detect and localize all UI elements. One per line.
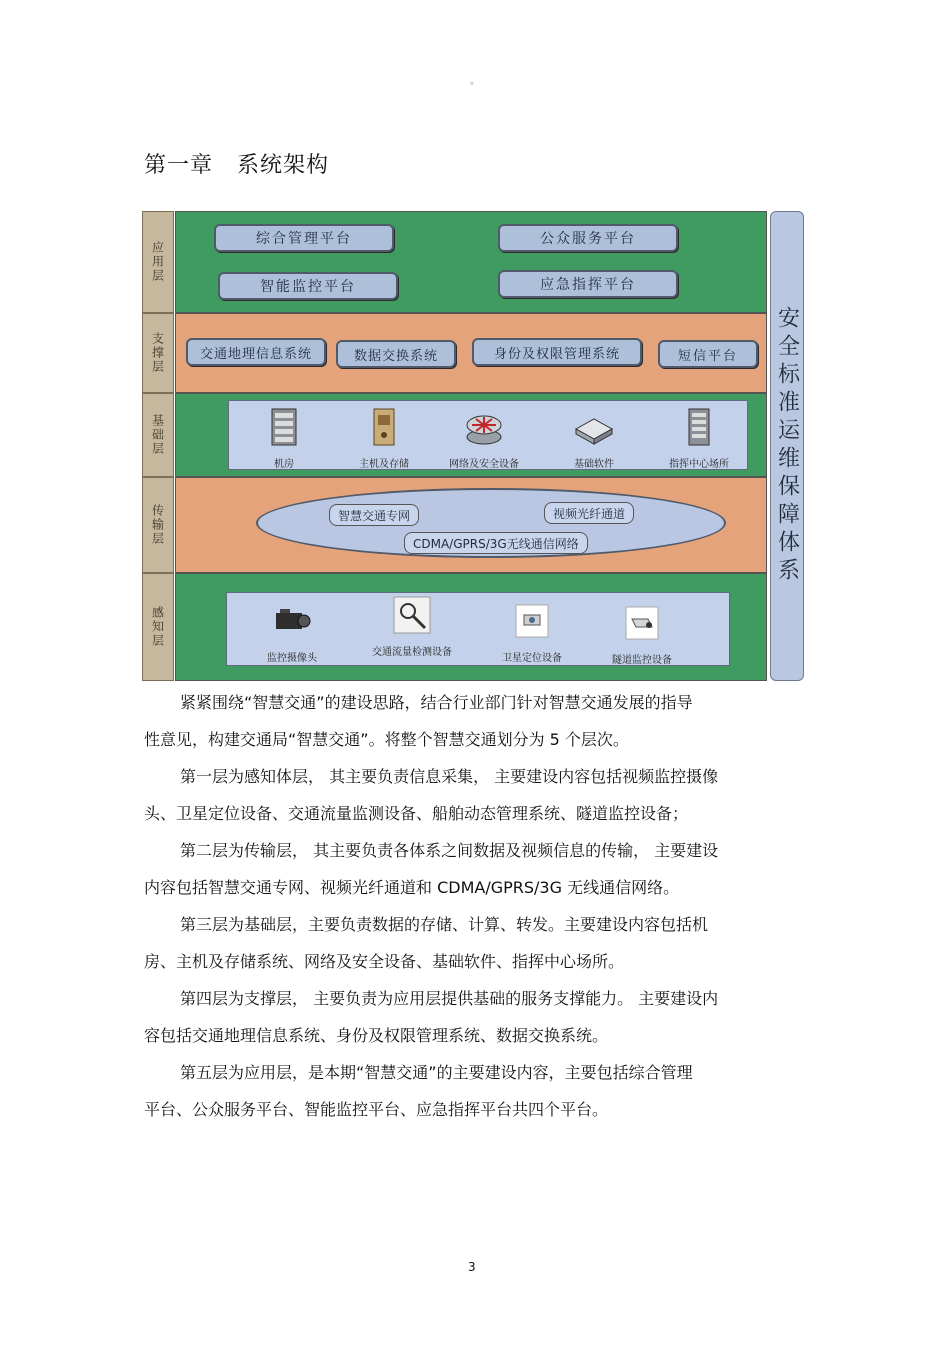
- sensing-panel: [226, 592, 730, 666]
- paragraph-layer4-line-1: 第四层为支撑层， 主要负责为应用层提供基础的服务支撑能力。 主要建设内: [180, 989, 719, 1008]
- paragraph-layer3-line-2: 房、主机及存储系统、网络及安全设备、基础软件、指挥中心场所。: [144, 952, 625, 971]
- paragraph-layer5-line-1: 第五层为应用层，是本期“智慧交通”的主要建设内容，主要包括综合管理: [180, 1063, 693, 1082]
- body-text: [144, 684, 804, 1128]
- paragraph-layer1-line-2: 头、卫星定位设备、交通流量监测设备、船舶动态管理系统、隧道监控设备；: [144, 804, 689, 823]
- app-item-integrated-management: 综合管理平台: [214, 224, 394, 252]
- header-mark: 。: [470, 76, 480, 87]
- infrastructure-layer: [175, 393, 767, 477]
- sense-item-tunnel-monitor: 隧道监控设备: [597, 603, 687, 666]
- server-rack-icon: [264, 407, 304, 447]
- paragraph-intro-line-2: 性意见，构建交通局“智慧交通”。将整个智慧交通划分为 5 个层次。: [144, 730, 629, 749]
- infrastructure-panel: [228, 400, 748, 470]
- infra-item-command-center: 指挥中心场所: [654, 407, 744, 470]
- layer-tab-application: 应用层: [142, 211, 174, 313]
- sensing-layer: [175, 573, 767, 681]
- paragraph-layer5-line-2: 平台、公众服务平台、智能监控平台、应急指挥平台共四个平台。: [144, 1100, 609, 1119]
- camera-icon: [272, 601, 312, 641]
- chapter-title: 第一章 系统架构: [144, 153, 329, 178]
- application-layer: [175, 211, 767, 313]
- sense-item-traffic-detector: 交通流量检测设备: [367, 595, 457, 658]
- infra-item-machine-room: 机房: [239, 407, 329, 470]
- security-ops-column: 安全标准运维保障体系: [770, 211, 804, 681]
- support-item-sms-platform: 短信平台: [658, 340, 758, 368]
- page-number: 3: [468, 1260, 476, 1274]
- support-layer: [175, 313, 767, 393]
- layer-tab-support: 支撑层: [142, 313, 174, 393]
- server-tower-icon: [679, 407, 719, 447]
- support-item-gis: 交通地理信息系统: [186, 338, 326, 366]
- dome-camera-icon: [622, 603, 662, 643]
- paragraph-intro-line-1: 紧紧围绕“智慧交通”的建设思路，结合行业部门针对智慧交通发展的指导: [180, 693, 693, 712]
- net-item-fiber-channel: 视频光纤通道: [544, 502, 634, 524]
- net-item-wireless-network: CDMA/GPRS/3G无线通信网络: [404, 532, 588, 554]
- layer-tab-sensing: 感知层: [142, 573, 174, 681]
- paragraph-layer2-line-2: 内容包括智慧交通专网、视频光纤通道和 CDMA/GPRS/3G 无线通信网络。: [144, 878, 680, 897]
- paragraph-layer4-line-2: 容包括交通地理信息系统、身份及权限管理系统、数据交换系统。: [144, 1026, 609, 1045]
- switch-icon: [574, 407, 614, 447]
- paragraph-layer3-line-1: 第三层为基础层，主要负责数据的存储、计算、转发。主要建设内容包括机: [180, 915, 709, 934]
- sense-item-satellite-locator: 卫星定位设备: [487, 601, 577, 664]
- sense-item-camera: 监控摄像头: [247, 601, 337, 664]
- paragraph-layer1-line-1: 第一层为感知体层， 其主要负责信息采集， 主要建设内容包括视频监控摄像: [180, 767, 719, 786]
- sensor-cable-icon: [392, 595, 432, 635]
- storage-cabinet-icon: [364, 407, 404, 447]
- router-icon: [464, 407, 504, 447]
- paragraph-layer2-line-1: 第二层为传输层， 其主要负责各体系之间数据及视频信息的传输， 主要建设: [180, 841, 719, 860]
- infra-item-host-storage: 主机及存储: [339, 407, 429, 470]
- layer-tab-transmission: 传输层: [142, 477, 174, 573]
- architecture-diagram: [142, 211, 804, 681]
- gps-device-icon: [512, 601, 552, 641]
- layer-tab-infrastructure: 基础层: [142, 393, 174, 477]
- net-item-private-network: 智慧交通专网: [329, 504, 419, 526]
- app-item-emergency-command: 应急指挥平台: [498, 270, 678, 298]
- support-item-data-exchange: 数据交换系统: [336, 340, 456, 368]
- transmission-layer: [175, 477, 767, 573]
- app-item-smart-monitoring: 智能监控平台: [218, 272, 398, 300]
- support-item-identity-auth: 身份及权限管理系统: [472, 338, 642, 366]
- infra-item-base-software: 基础软件: [549, 407, 639, 470]
- app-item-public-service: 公众服务平台: [498, 224, 678, 252]
- infra-item-network-security: 网络及安全设备: [439, 407, 529, 470]
